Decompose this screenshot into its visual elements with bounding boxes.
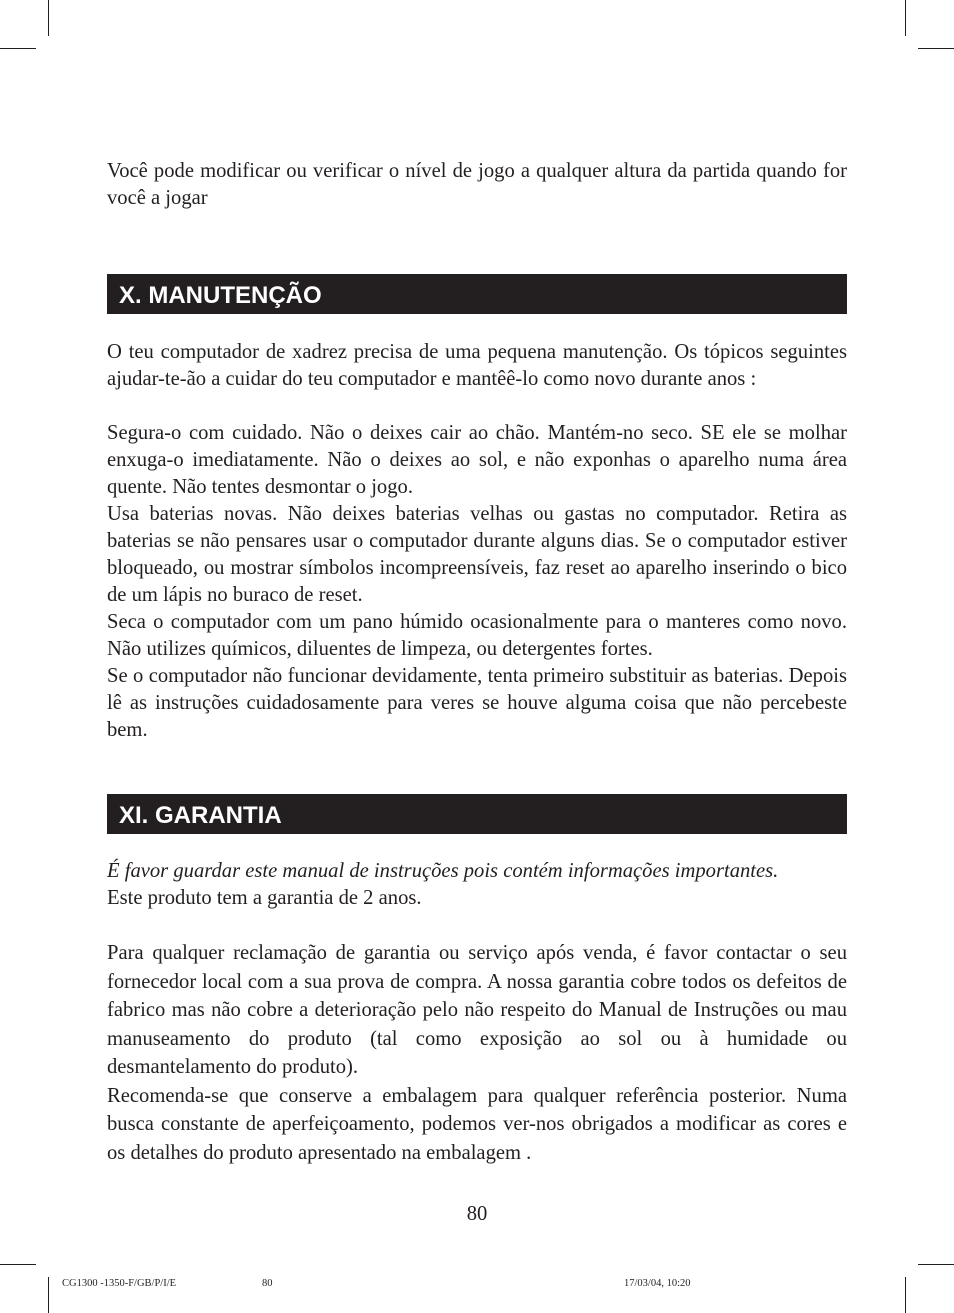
intro-paragraph: Você pode modificar ou verificar o nível de jogo a qualquer altura da partida quando for você a jogar: [107, 160, 847, 209]
crop-mark-top-right-vertical: [905, 0, 906, 36]
crop-mark-top-left-horizontal: [0, 48, 36, 49]
section-heading-maintenance: X. MANUTENÇÃO: [107, 274, 847, 314]
crop-mark-bottom-right-horizontal: [918, 1264, 954, 1265]
maintenance-paragraph-1: O teu computador de xadrez precisa de uma pequena manutenção. Os tópicos seguintes ajudar-te-ão a cuidar do teu computador e mantêê-lo como novo durante anos :: [107, 341, 847, 390]
crop-mark-bottom-left-horizontal: [0, 1264, 36, 1265]
crop-mark-bottom-right-vertical: [905, 1277, 906, 1313]
section-heading-warranty: XI. GARANTIA: [107, 794, 847, 834]
maintenance-paragraph-3: Usa baterias novas. Não deixes baterias velhas ou gastas no computador. Retira as baterias se não pensares usar o computador durante alguns dias. Se o computador estiver bloqueado, ou mostrar símbolos incompreensíveis, faz reset ao aparelho inserindo o bico de um lápis no buraco de reset.: [107, 503, 847, 606]
warranty-paragraph-2: Para qualquer reclamação de garantia ou serviço após venda, é favor contactar o seu fornecedor local com a sua prova de compra. A nossa garantia cobre todos os defeitos de fabrico mas não cobre a deterioração pelo não respeito do Manual de Instruções ou mau manuseamento do produto (tal como exposição ao sol ou à humidade ou desmantelamento do produto).: [107, 942, 847, 1078]
page-number: 80: [466, 1203, 488, 1225]
footer-date: 17/03/04, 10:20: [624, 1278, 691, 1289]
maintenance-paragraph-4: Seca o computador com um pano húmido ocasionalmente para o manteres como novo. Não utilizes químicos, diluentes de limpeza, ou detergentes fortes.: [107, 611, 847, 660]
warranty-paragraph-3: Recomenda-se que conserve a embalagem para qualquer referência posterior. Numa busca constante de aperfeiçoamento, podemos ver-nos obrigados a modificar as cores e os detalhes do produto apresentado na embalagem .: [107, 1084, 847, 1164]
warranty-paragraph-1: Este produto tem a garantia de 2 anos.: [107, 887, 422, 909]
maintenance-paragraph-2: Segura-o com cuidado. Não o deixes cair ao chão. Mantém-no seco. SE ele se molhar enxuga-o imediatamente. Não o deixes ao sol, e não exponhas o aparelho numa área quente. Não tentes desmontar o jogo.: [107, 422, 847, 498]
crop-mark-top-right-horizontal: [918, 48, 954, 49]
footer-file-name: CG1300 -1350-F/GB/P/I/E: [62, 1278, 177, 1289]
footer-page: 80: [262, 1278, 273, 1289]
crop-mark-bottom-left-vertical: [48, 1277, 49, 1313]
page-content: [107, 158, 847, 1167]
crop-mark-top-left-vertical: [48, 0, 49, 36]
maintenance-paragraph-5: Se o computador não funcionar devidamente, tenta primeiro substituir as baterias. Depois lê as instruções cuidadosamente para veres se houve alguma coisa que não percebeste bem.: [107, 665, 847, 741]
warranty-italic-note: É favor guardar este manual de instruções pois contém informações importantes.: [107, 860, 779, 882]
